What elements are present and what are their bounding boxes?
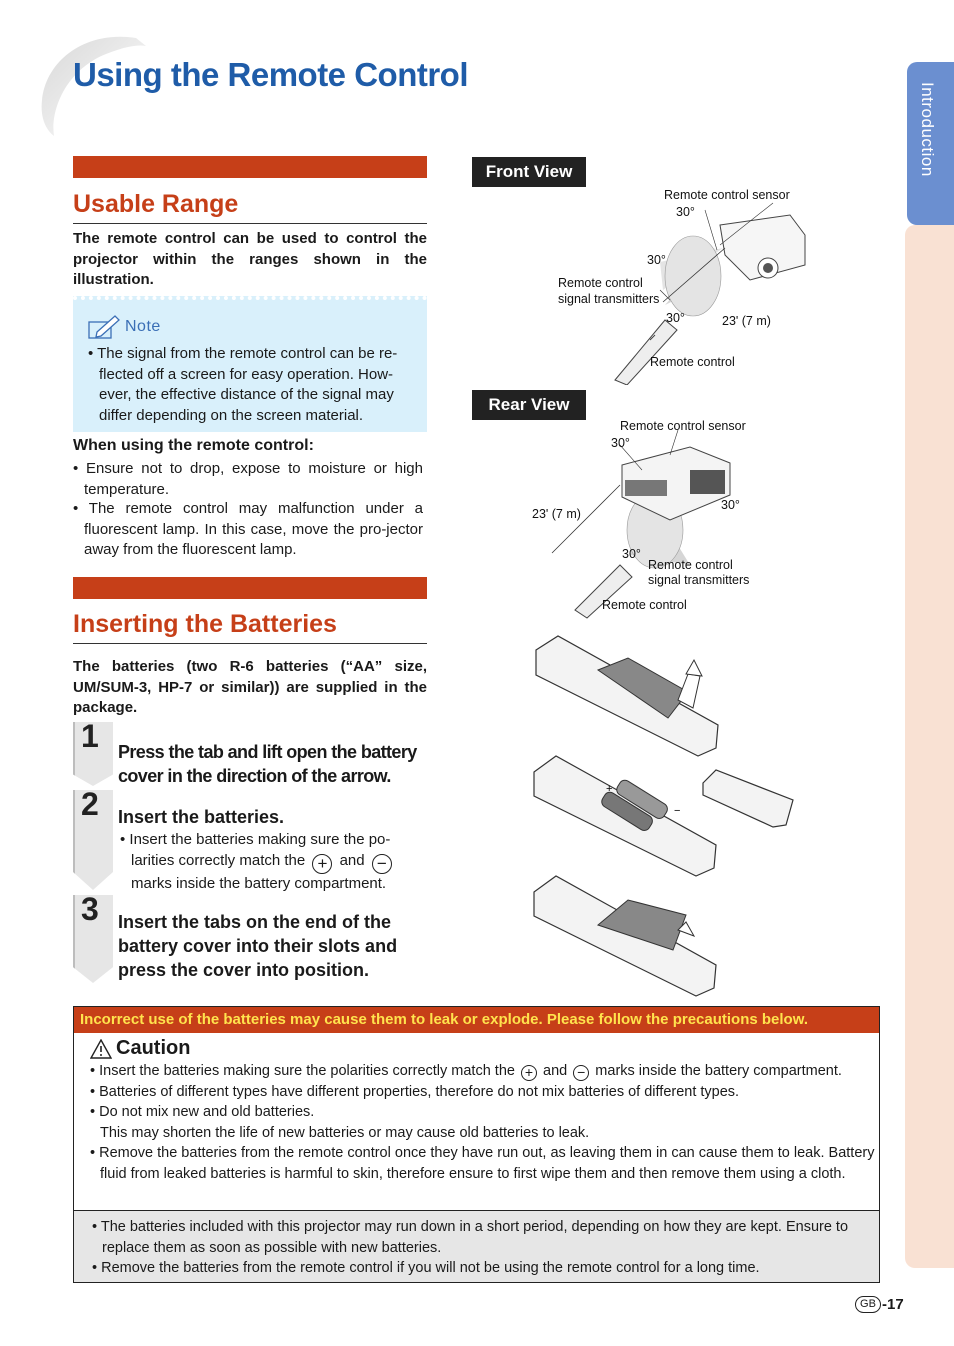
front-transmitters-label-1: Remote control (558, 276, 643, 290)
note-box (73, 296, 427, 432)
usable-range-heading: Usable Range (73, 190, 427, 224)
warning-triangle-icon (90, 1039, 112, 1059)
rear-remote-label: Remote control (602, 598, 687, 612)
caution-item-2: • Batteries of different types have different properties, therefore do not mix batteries of different types. (90, 1083, 740, 1100)
side-strip (905, 225, 954, 1268)
rear-transmitters-label-2: signal transmitters (648, 573, 750, 587)
front-angle-top: 30° (676, 205, 695, 219)
battery-step3-illustration (528, 870, 723, 1000)
caution-item-4: • Remove the batteries from the remote control once they have run out, as leaving them in can cause them to leak. Battery fluid from leaked batteries is harmful to skin, therefore ensure to first wipe them and then remove them using a cloth. (90, 1145, 875, 1182)
caution-item-3-cont: This may shorten the life of new batteries or may cause old batteries to leak. (100, 1124, 590, 1141)
when-using-bullet-1: • Ensure not to drop, expose to moisture or high temperature. (73, 460, 423, 498)
gray-note-1: • The batteries included with this projector may run down in a short period, depending on how they are kept. Ensure to replace them as soon as possible with new batteries. (92, 1219, 849, 1256)
battery-cover-illustration (698, 765, 798, 830)
note-label: Note (125, 318, 161, 335)
gray-note-2: • Remove the batteries from the remote control if you will not be using the remote control for a long time. (92, 1260, 760, 1276)
page-title: Using the Remote Control (73, 56, 469, 93)
plus-icon: + (312, 854, 332, 874)
minus-icon: − (573, 1065, 589, 1081)
rear-angle-top: 30° (611, 436, 630, 450)
caution-heading: Caution (116, 1037, 191, 1059)
battery-step1-illustration (528, 630, 728, 760)
caution-item-1: • Insert the batteries making sure the polarities correctly match the + and − marks inside the battery compartment. (90, 1063, 842, 1080)
rear-angle-low: 30° (622, 547, 641, 561)
caution-list (88, 1061, 878, 1184)
front-angle-mid: 30° (647, 253, 666, 267)
when-using-heading: When using the remote control: (73, 437, 314, 454)
plus-mark: + (606, 783, 613, 795)
inserting-intro: The batteries (two R-6 batteries (“AA” size, UM/SUM-3, HP-7 or similar)) are supplied in the package. (73, 658, 427, 716)
step-2-text: Insert the batteries. (118, 807, 285, 827)
front-transmitters-label-2: signal transmitters (558, 292, 660, 306)
rear-view-diagram (540, 425, 770, 620)
step-1-number: 1 (73, 722, 113, 786)
when-using-bullet-2: • The remote control may malfunction under a fluorescent lamp. In this case, move the pro-jector away from the fluorescent lamp. (73, 500, 423, 558)
rear-view-label: Rear View (472, 390, 586, 420)
battery-step2-illustration (528, 750, 723, 880)
section-bar (73, 156, 427, 178)
rear-transmitters-label-1: Remote control (648, 558, 733, 572)
gray-notes (74, 1210, 879, 1282)
front-angle-low: 30° (666, 311, 685, 325)
step-2-number: 2 (73, 790, 113, 890)
gb-badge: GB (855, 1296, 881, 1313)
caution-item-3: • Do not mix new and old batteries. (90, 1104, 315, 1120)
rear-sensor-label: Remote control sensor (620, 419, 746, 433)
rear-angle-right: 30° (721, 498, 740, 512)
page-number: GB -17 (855, 1296, 904, 1313)
front-distance-label: 23' (7 m) (722, 314, 771, 328)
step-3-text: Insert the tabs on the end of the battery cover into their slots and press the cover into position. (118, 912, 398, 980)
step-3-number: 3 (73, 895, 113, 983)
step-2-subtext: • Insert the batteries making sure the po-larities correctly match the + and − marks inside the battery compartment. (120, 831, 391, 892)
section-bar (73, 577, 427, 599)
side-tab-label: Introduction (918, 82, 937, 177)
section-tab-introduction (907, 62, 954, 225)
plus-icon: + (521, 1065, 537, 1081)
minus-mark: − (674, 805, 681, 817)
inserting-batteries-heading: Inserting the Batteries (73, 610, 427, 644)
warning-bar: Incorrect use of the batteries may cause them to leak or explode. Please follow the precautions below. (74, 1007, 879, 1033)
front-view-label: Front View (472, 157, 586, 187)
note-text: • The signal from the remote control can be re-flected off a screen for easy operation. How-ever, the effective distance of the signal may differ depending on the screen material. (88, 345, 398, 424)
front-sensor-label: Remote control sensor (664, 188, 790, 202)
step-1-text: Press the tab and lift open the battery cover in the direction of the arrow. (118, 742, 417, 786)
usable-range-intro: The remote control can be used to control the projector within the ranges shown in the illustration. (73, 230, 427, 288)
pencil-note-icon (87, 314, 121, 340)
battery-warning-box (73, 1006, 880, 1283)
minus-icon: − (372, 854, 392, 874)
rear-distance-label: 23' (7 m) (532, 507, 581, 521)
front-remote-label: Remote control (650, 355, 735, 369)
